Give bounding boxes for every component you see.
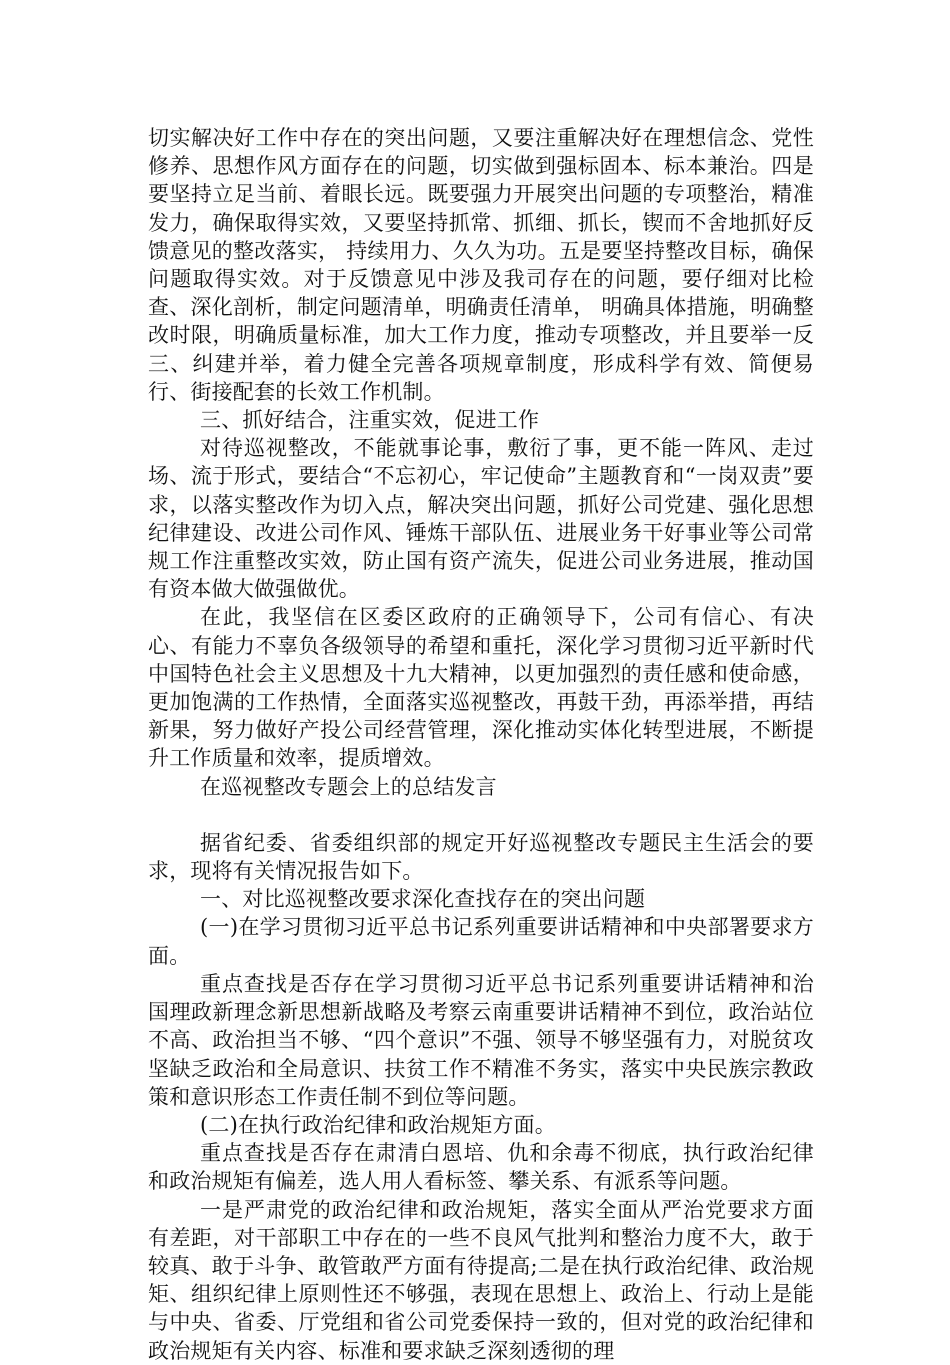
- paragraph-discipline-findings: 一是严肃党的政治纪律和政治规矩，落实全面从严治党要求方面有差距，对干部职工中存在的一些不良风气批判和整治力度不大，敢于较真、敢于斗争、敢管敢严方面有待提高;二是在执行政治纪律、政治规矩、组织纪律上原则性还不够强，表现在思想上、政治上、行动上是能与中央、省委、厅党组和省公司党委保持一致的，但对党的政治纪律和政治规矩有关内容、标准和要求缺乏深刻透彻的理: [148, 1197, 814, 1363]
- paragraph-study-check: 重点查找是否存在学习贯彻习近平总书记系列重要讲话精神和治国理政新理念新思想新战略及考察云南重要讲话精神不到位，政治站位不高、政治担当不够、“四个意识”不强、领导不够坚强有力，对脱贫攻坚缺乏政治和全局意识、扶贫工作不精准不务实，落实中央民族宗教政策和意识形态工作责任制不到位等问题。: [148, 971, 814, 1109]
- subsection-heading-one: (一)在学习贯彻习近平总书记系列重要讲话精神和中央部署要求方面。: [148, 915, 814, 968]
- paragraph-conclusion: 在此，我坚信在区委区政府的正确领导下，公司有信心、有决心、有能力不辜负各级领导的希望和重托，深化学习贯彻习近平新时代中国特色社会主义思想及十九大精神，以更加强烈的责任感和使命感，更加饱满的工作热情，全面落实巡视整改，再鼓干劲，再添举措，再结新果，努力做好产投公司经营管理，深化推动实体化转型进展，不断提升工作质量和效率，提质增效。: [148, 605, 814, 771]
- paragraph-intro: 据省纪委、省委组织部的规定开好巡视整改专题民主生活会的要求，现将有关情况报告如下。: [148, 830, 814, 884]
- document-title: 在巡视整改专题会上的总结发言: [200, 774, 497, 799]
- document-body: [148, 124, 814, 1365]
- paragraph-integration: 对待巡视整改，不能就事论事，敷衍了事，更不能一阵风、走过场、流于形式，要结合“不忘初心，牢记使命”主题教育和“一岗双责”要求，以落实整改作为切入点，解决突出问题，抓好公司党建、强化思想纪律建设、改进公司作风、锤炼干部队伍、进展业务干好事业等公司常规工作注重整改实效，防止国有资产流失，促进公司业务进展，推动国有资本做大做强做优。: [148, 436, 814, 602]
- section-heading-three: 三、抓好结合，注重实效，促进工作: [200, 408, 540, 433]
- subsection-heading-two: (二)在执行政治纪律和政治规矩方面。: [200, 1112, 556, 1137]
- paragraph-discipline-check: 重点查找是否存在肃清白恩培、仇和余毒不彻底，执行政治纪律和政治规矩有偏差，选人用人看标签、攀关系、有派系等问题。: [148, 1141, 814, 1194]
- paragraph-continuation: 切实解决好工作中存在的突出问题，又要注重解决好在理想信念、党性修养、思想作风方面存在的问题，切实做到强标固本、标本兼治。四是要坚持立足当前、着眼长远。既要强力开展突出问题的专项整治，精准发力，确保取得实效，又要坚持抓常、抓细、抓长，锲而不舍地抓好反馈意见的整改落实， 持续用力、久久为功。五是要坚持整改目标，确保问题取得实效。对于反馈意见中涉及我司存在的问题，要仔细对比检查、深化剖析，制定问题清单，明确责任清单， 明确具体措施，明确整改时限，明确质量标准，加大工作力度，推动专项整改，并且要举一反三、纠建并举，着力健全完善各项规章制度，形成科学有效、简便易行、街接配套的长效工作机制。: [148, 126, 814, 404]
- section-heading-one: 一、对比巡视整改要求深化查找存在的突出问题: [200, 887, 646, 912]
- blank-line: [148, 801, 814, 829]
